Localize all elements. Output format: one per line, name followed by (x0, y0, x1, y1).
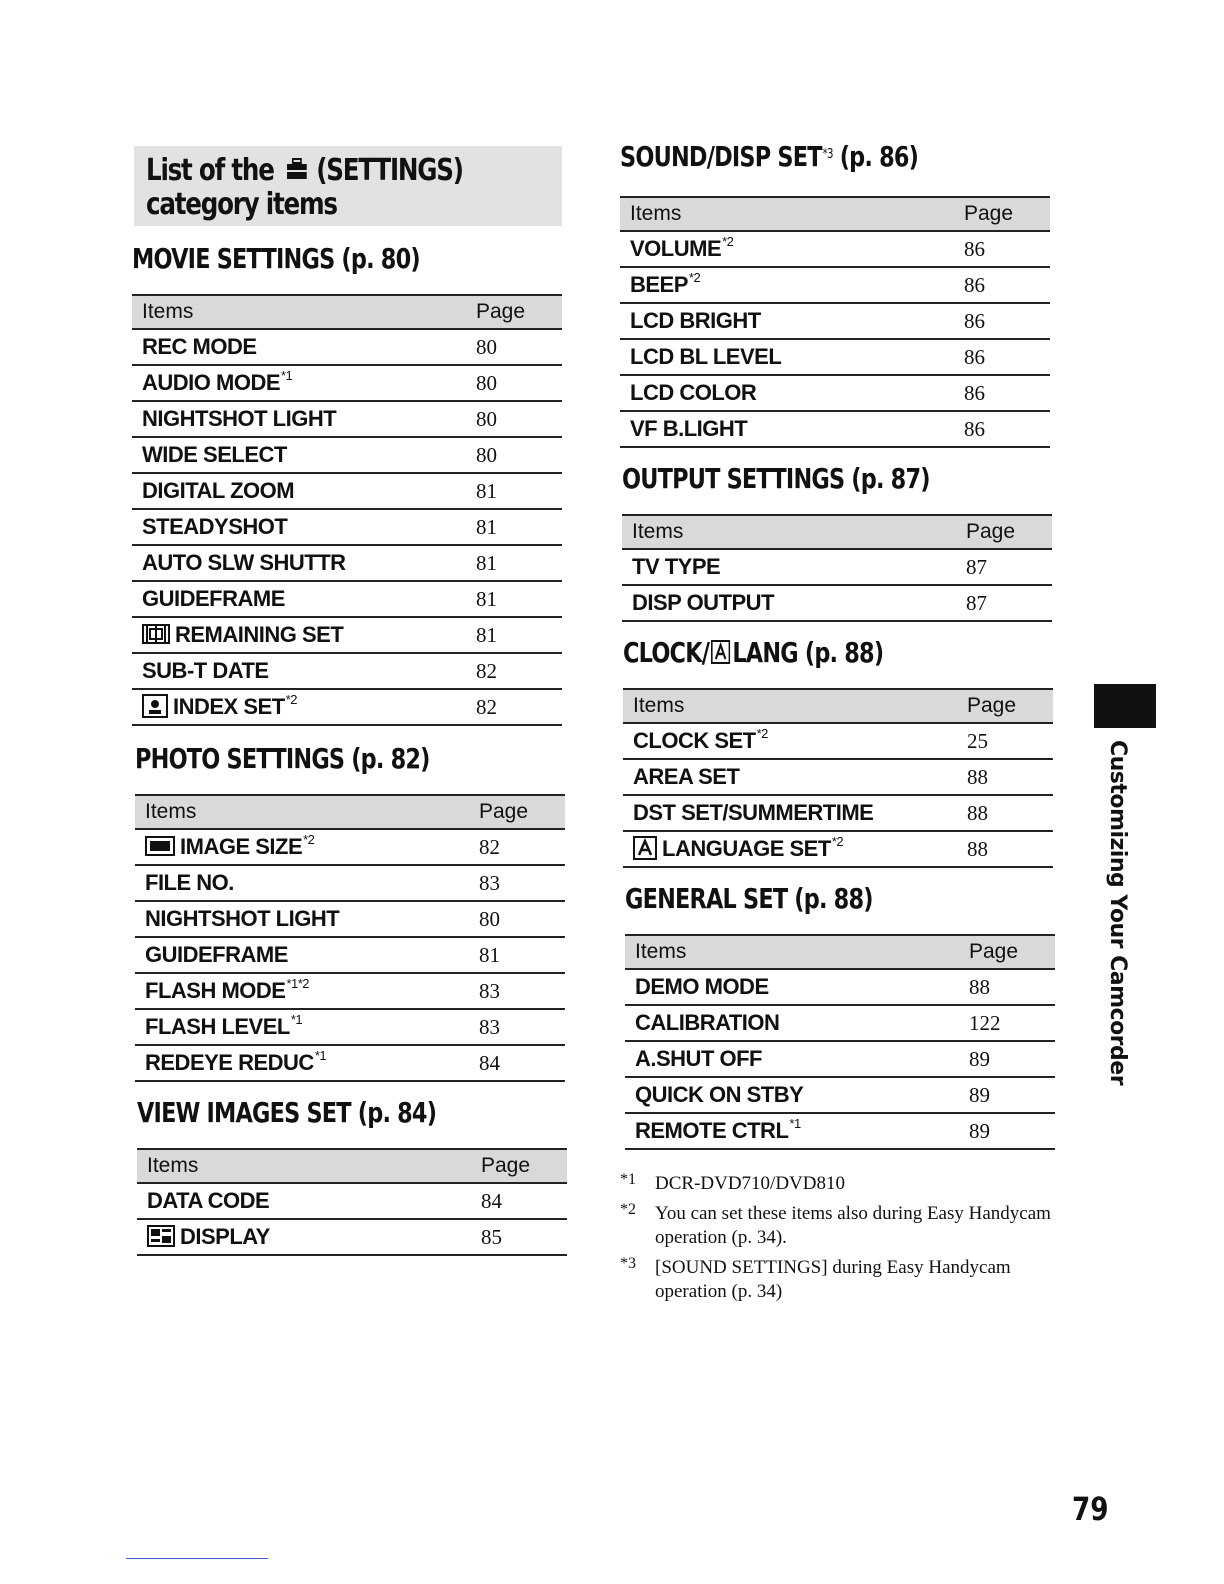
table-row: AUTO SLW SHUTTR 81 (132, 545, 562, 581)
page-header: Page (469, 795, 565, 829)
left-column (132, 146, 564, 1256)
display-icon (147, 1225, 175, 1247)
page-header: Page (466, 295, 562, 329)
output-settings-heading: OUTPUT SETTINGS (p. 87) (622, 462, 930, 495)
page-header: Page (956, 515, 1052, 549)
table-row: LCD BRIGHT 86 (620, 303, 1050, 339)
items-header: Items (137, 1149, 471, 1183)
table-row: TV TYPE 87 (622, 549, 1052, 585)
photo-settings-heading: PHOTO SETTINGS (p. 82) (135, 742, 430, 775)
film-remaining-icon (142, 623, 170, 645)
table-row: INDEX SET$^{*2}$ 82 (132, 689, 562, 725)
items-header: Items (132, 295, 466, 329)
table-row: LCD BL LEVEL 86 (620, 339, 1050, 375)
clock-lang-heading: CLOCK/ LANG (p. 88) (623, 636, 884, 669)
items-header: Items (622, 515, 956, 549)
table-row: DATA CODE 84 (137, 1183, 567, 1219)
table-row: VOLUME$^{*2}$ 86 (620, 231, 1050, 267)
language-icon (711, 640, 730, 664)
table-row: GUIDEFRAME 81 (132, 581, 562, 617)
output-settings-table (622, 514, 1052, 622)
table-row: A.SHUT OFF 89 (625, 1041, 1055, 1077)
table-row: NIGHTSHOT LIGHT 80 (132, 401, 562, 437)
view-images-heading: VIEW IMAGES SET (p. 84) (137, 1096, 437, 1129)
page-header: Page (959, 935, 1055, 969)
title-suffix: (SETTINGS) (316, 153, 463, 188)
photo-settings-table (135, 794, 565, 1082)
right-column (620, 140, 1052, 1310)
general-set-table (625, 934, 1055, 1150)
table-row: REC MODE 80 (132, 329, 562, 365)
table-row: DISPLAY 85 (137, 1219, 567, 1255)
sound-disp-heading: SOUND/DISP SET$^{*3}$ (p. 86) (620, 140, 919, 173)
items-header: Items (135, 795, 469, 829)
footnote: *2 You can set these items also during Easy Handycam operation (p. 34). (620, 1201, 1051, 1248)
table-header-row (620, 197, 1050, 231)
title-prefix: List of the (146, 153, 274, 188)
footnote: *1 DCR-DVD710/DVD810 (620, 1171, 845, 1194)
table-row: GUIDEFRAME 81 (135, 937, 565, 973)
table-row: CLOCK SET$^{*2}$ 25 (623, 723, 1053, 759)
table-row: NIGHTSHOT LIGHT 80 (135, 901, 565, 937)
view-images-table (137, 1148, 567, 1256)
language-icon (633, 836, 657, 860)
table-row: LCD COLOR 86 (620, 375, 1050, 411)
image-size-icon (145, 835, 175, 857)
table-row: LANGUAGE SET$^{*2}$ 88 (623, 831, 1053, 867)
general-set-heading: GENERAL SET (p. 88) (625, 882, 873, 915)
table-row: DISP OUTPUT 87 (622, 585, 1052, 621)
clock-lang-table (623, 688, 1053, 868)
table-header-row (132, 295, 562, 329)
items-header: Items (625, 935, 959, 969)
table-row: CALIBRATION 122 (625, 1005, 1055, 1041)
table-row: DST SET/SUMMERTIME 88 (623, 795, 1053, 831)
table-row: FLASH $MODE^{*1*2}$ 83 (135, 973, 565, 1009)
table-row: VF B.LIGHT 86 (620, 411, 1050, 447)
chapter-tab-marker (1094, 684, 1156, 728)
index-icon (142, 694, 168, 718)
items-header: Items (620, 197, 954, 231)
page-header: Page (957, 689, 1053, 723)
page-title (134, 146, 562, 226)
footnote: *3 [SOUND SETTINGS] during Easy Handycam operation (p. 34) (620, 1255, 1011, 1302)
table-row: BEEP$^{*2}$ 86 (620, 267, 1050, 303)
page-title-line2: category items (146, 187, 337, 222)
movie-settings-table (132, 294, 562, 726)
table-row: QUICK ON STBY 89 (625, 1077, 1055, 1113)
table-row: FLASH LEVEL$^{*1}$ 83 (135, 1009, 565, 1045)
table-row: FILE NO. 83 (135, 865, 565, 901)
table-row: REMAINING SET 81 (132, 617, 562, 653)
divider (126, 1558, 268, 1559)
table-header-row (135, 795, 565, 829)
table-row: DEMO MODE 88 (625, 969, 1055, 1005)
page-header: Page (471, 1149, 567, 1183)
table-row: REDEYE REDUC$^{*1}$ 84 (135, 1045, 565, 1081)
table-header-row (137, 1149, 567, 1183)
table-row: IMAGE SIZE$^{*2}$ 82 (135, 829, 565, 865)
table-row: SUB-T DATE 82 (132, 653, 562, 689)
page-header: Page (954, 197, 1050, 231)
table-row: AREA SET 88 (623, 759, 1053, 795)
page-title-line1 (146, 154, 487, 188)
footnotes (620, 1172, 1052, 1304)
table-row: WIDE SELECT 80 (132, 437, 562, 473)
movie-settings-heading: MOVIE SETTINGS (p. 80) (132, 242, 420, 275)
chapter-tab-label: Customizing Your Camcorder (1105, 740, 1130, 1086)
toolbox-icon (286, 158, 307, 180)
table-header-row (625, 935, 1055, 969)
table-header-row (622, 515, 1052, 549)
sound-disp-table (620, 196, 1050, 448)
items-header: Items (623, 689, 957, 723)
table-header-row (623, 689, 1053, 723)
table-row: DIGITAL ZOOM 81 (132, 473, 562, 509)
table-row: REMOTE CTRL$^{*1}$ 89 (625, 1113, 1055, 1149)
page-number: 79 (1072, 1490, 1109, 1528)
table-row: AUDIO MODE$^{*1}$ 80 (132, 365, 562, 401)
table-row: STEADYSHOT 81 (132, 509, 562, 545)
